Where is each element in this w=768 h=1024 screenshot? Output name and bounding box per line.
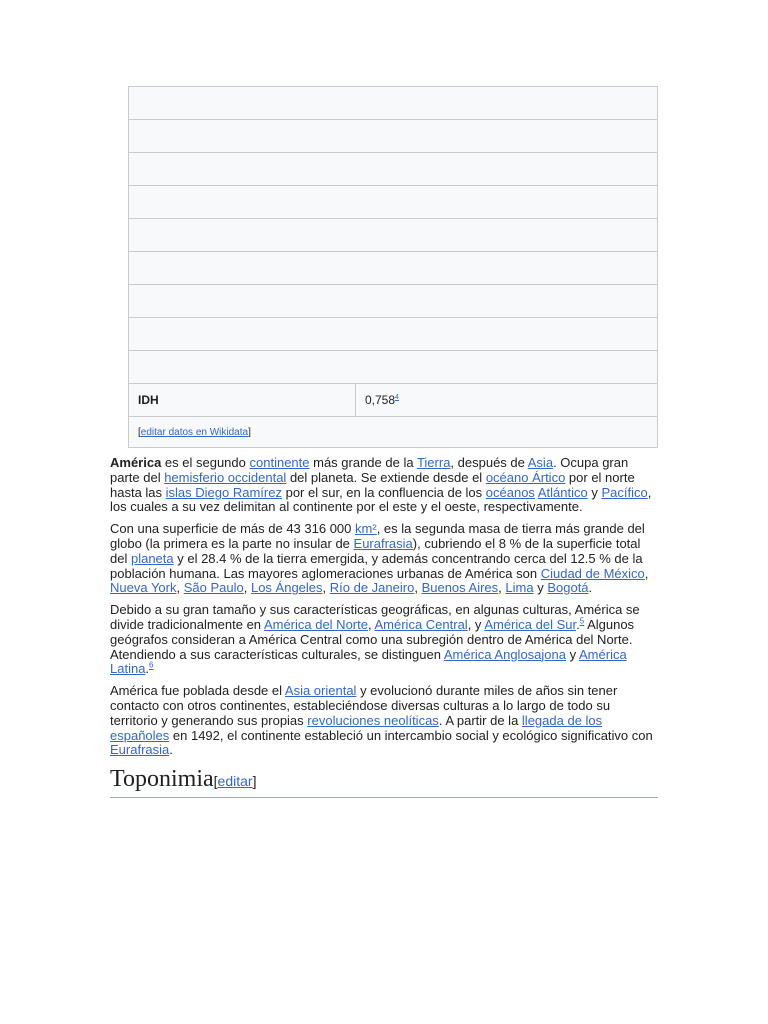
edit-section-link[interactable]: editar (217, 773, 253, 790)
wiki-link[interactable]: América Anglosajona (443, 646, 566, 662)
wiki-link[interactable]: océanos (485, 484, 535, 500)
idh-label: IDH (129, 384, 356, 417)
infobox-row (129, 285, 658, 318)
infobox-row (129, 252, 658, 285)
wiki-link[interactable]: hemisferio occidental (164, 469, 287, 485)
paragraph-division: Debido a su gran tamaño y sus características geográficas, en algunas culturas, América se divide tradicionalmente en América del Norte, América Central, y América del Sur.$^5$ Algunos geógrafos consideran a América Central como una subregión dentro de América del Norte. Atendiendo a sus características culturales, se distinguen América Anglosajona y América Latina.$^6$ (110, 602, 640, 677)
bracket-close: ] (252, 773, 257, 790)
wiki-link[interactable]: Eurafrasia (353, 535, 413, 551)
infobox-row (129, 153, 658, 186)
infobox (128, 86, 658, 448)
wiki-link[interactable]: Los Ángeles (250, 580, 323, 596)
reference-link[interactable]: 6 (149, 661, 154, 671)
infobox-footer (129, 417, 658, 448)
infobox-row (129, 87, 658, 120)
wiki-link[interactable]: continente (249, 455, 310, 470)
wiki-link[interactable]: América Central (374, 616, 468, 632)
wiki-link[interactable]: Buenos Aires (421, 580, 499, 596)
bracket-close: ] (248, 426, 251, 438)
idh-reference-link[interactable]: 4 (395, 394, 399, 401)
wiki-link[interactable]: Nueva York (110, 580, 177, 596)
wiki-link[interactable]: km² (355, 521, 377, 537)
infobox-row (129, 186, 658, 219)
infobox-row (129, 120, 658, 153)
paragraph-intro: América es el segundo continente más grande de la Tierra, después de Asia. Ocupa gran parte del hemisferio occidental del planeta. Se extiende desde el océano Ártico por el norte hasta las islas Diego Ramírez por el sur, en la confluencia de los océanos Atlántico y Pacífico, los cuales a su vez delimitan al continente por el este y el oeste, respectivamente. (110, 455, 652, 515)
section-title: Toponimia (110, 766, 214, 793)
wiki-link[interactable]: Asia (527, 455, 554, 470)
wiki-link[interactable]: océano Ártico (485, 469, 566, 485)
infobox-row (129, 351, 658, 384)
wiki-link[interactable]: Asia oriental (284, 683, 357, 699)
paragraph-superficie: Con una superficie de más de 43 316 000 km², es la segunda masa de tierra más grande del globo (la primera es la parte no insular de Eurafrasia), cubriendo el 8 % de la superficie total del planeta y el 28.4 % de la tierra emergida, y además concentrando cerca del 12.5 % de la población humana. Las mayores aglomeraciones urbanas de América son Ciudad de México, Nueva York, São Paulo, Los Ángeles, Río de Janeiro, Buenos Aires, Lima y Bogotá. (110, 521, 649, 596)
paragraph-poblacion: América fue poblada desde el Asia oriental y evolucionó durante miles de años sin tener contacto con otros continentes, estableciéndose diversas culturas a lo largo de todo su territorio y generando sus propias revoluciones neolíticas. A partir de la llegada de los españoles en 1492, el continente estableció un intercambio social y ecológico significativo con Eurafrasia. (110, 683, 653, 758)
wiki-link[interactable]: América del Norte (263, 616, 368, 632)
article-content (110, 456, 658, 798)
wiki-link[interactable]: llegada de los españoles (110, 712, 603, 743)
wiki-link[interactable]: São Paulo (183, 580, 244, 596)
section-edit (214, 773, 257, 789)
wiki-link[interactable]: Atlántico (537, 484, 588, 500)
wiki-link[interactable]: islas Diego Ramírez (165, 484, 282, 500)
idh-value: 0,758 (365, 393, 396, 407)
reference (580, 617, 584, 626)
wiki-link[interactable]: Río de Janeiro (329, 580, 415, 596)
reference (149, 661, 153, 670)
wiki-link[interactable]: Lima (505, 580, 534, 596)
wiki-link[interactable]: planeta (130, 550, 174, 566)
infobox-row (129, 318, 658, 351)
infobox-footer-cell (129, 417, 658, 448)
section-heading-toponimia (110, 765, 658, 798)
idh-value-cell (356, 384, 658, 417)
bracket-open: [ (213, 773, 218, 790)
wiki-link[interactable]: Bogotá (547, 580, 589, 596)
wiki-link[interactable]: revoluciones neolíticas (307, 712, 439, 728)
wiki-link[interactable]: América del Sur (484, 616, 577, 632)
wiki-link[interactable]: Eurafrasia (110, 742, 170, 758)
infobox-row-idh (129, 384, 658, 417)
infobox-row (129, 219, 658, 252)
bold-text: América (110, 455, 162, 470)
wiki-link[interactable]: Ciudad de México (540, 565, 645, 581)
edit-wikidata-link[interactable]: editar datos en Wikidata (140, 426, 249, 438)
wiki-link[interactable]: Tierra (416, 455, 451, 470)
reference-link[interactable]: 5 (579, 616, 585, 626)
bracket-open: [ (138, 426, 141, 438)
wiki-link[interactable]: Pacífico (601, 484, 648, 500)
wiki-link[interactable]: América Latina (110, 646, 627, 677)
